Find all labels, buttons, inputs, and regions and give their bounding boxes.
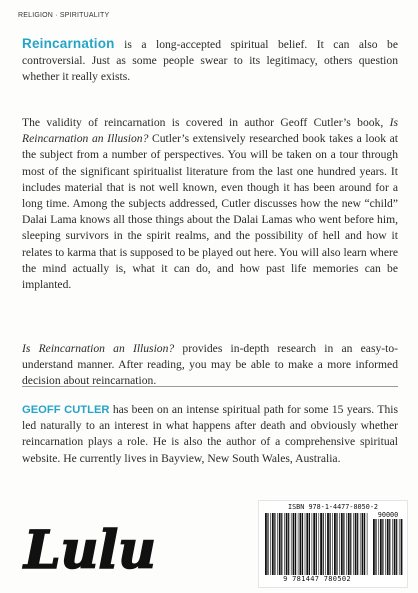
publisher-logo xyxy=(20,508,156,581)
publisher-logo-wordmark: Lulu xyxy=(24,520,156,581)
isbn-barcode xyxy=(258,500,408,588)
barcode-bars xyxy=(265,513,369,575)
lead-word: Reincarnation xyxy=(22,36,115,51)
intro-paragraph xyxy=(22,36,398,86)
author-bio xyxy=(22,402,398,467)
description-body: Cutler’s extensively researched book takes a look at the subject from a number of perspectives. You will be taken on a tour through most of the significant spiritualist literature from the last one hundred years. It includes material that is not well known, even though it has been around for a long time. Among the subjects addressed, Cutler discusses how the new “child” Dalai Lama knows all those things about the Dalai Lamas who went before him, sleeping survivors in the spirit realms, and the possibility of hell and how it relates to karma that is supposed to be played out here. You will also learn where the mind actually is, what it can do, and how past life memories can be implanted. xyxy=(22,132,398,292)
summary-paragraph xyxy=(22,341,398,390)
book-title-summary: Is Reincarnation an Illusion? xyxy=(22,342,175,355)
book-title: Is Reincarnation an Illusion? xyxy=(22,116,398,146)
category-label: RELIGION · SPIRITUALITY xyxy=(18,12,110,19)
price-addon-number: 90000 xyxy=(377,511,399,519)
author-name: GEOFF CUTLER xyxy=(22,404,110,416)
barcode-digits: 9 781447 780502 xyxy=(283,575,351,583)
description-intro: The validity of reincarnation is covered in author Geoff Cutler’s book, xyxy=(22,116,390,129)
bio-text: has been on an intense spiritual path for some 15 years. This led naturally to an interest in what happens after death and obviously whether reincarnation plays a role. He is also the author of a comprehensive spiritual website. He currently lives in Bayview, New South Wales, Australia. xyxy=(22,403,398,465)
intro-text: is a long-accepted spiritual belief. It can also be controversial. Just as some people swear to its legitimacy, others question whether it really exists. xyxy=(22,38,398,84)
book-description-paragraph xyxy=(22,115,398,293)
isbn-number: ISBN 978-1-4477-8050-2 xyxy=(287,503,379,511)
summary-body: provides in-depth research in an easy-to-understand manner. After reading, you may be able to make a more informed decision about reincarnation. xyxy=(22,342,398,388)
section-divider xyxy=(22,386,398,387)
addon-barcode-bars xyxy=(373,519,403,575)
